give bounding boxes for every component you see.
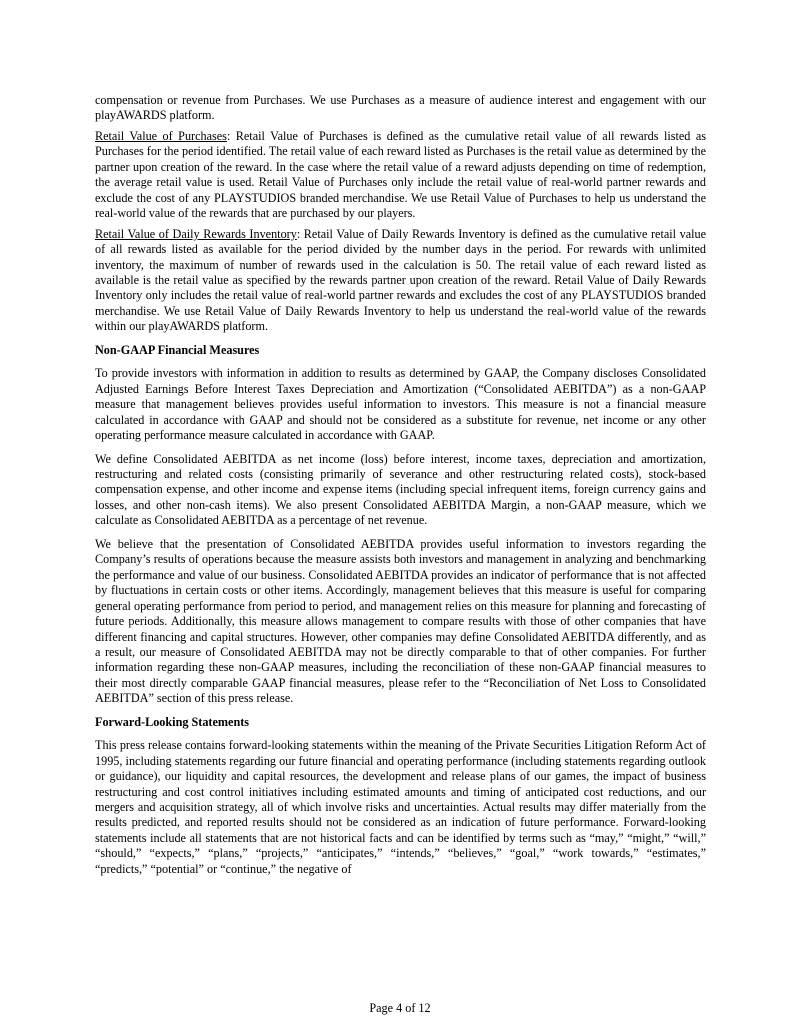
definition-retail-value-daily-rewards: : Retail Value of Daily Rewards Inventory is defined as the cumulative retail value of all rewards listed as available for the period divided by the number days in the period. For rewards with unlimited inventory, the maximum of number of rewards used in the calculation is 50. The retail value of each reward listed as available is the retail value as specified by the rewards partner upon creation of the reward. Retail Value of Daily Rewards Inventory only includes the retail value of real-world partner rewards and excludes the cost of any PLAYSTUDIOS branded merchandise. We use Retail Value of Daily Rewards Inventory to help us understand the real-world value of the rewards within our playAWARDS platform. <box>95 226 706 334</box>
paragraph-non-gaap-1: To provide investors with information in addition to results as determined by GAAP, the Company discloses Consolidated Adjusted Earnings Before Interest Taxes Depreciation and Amortization (“Consolidated AEBITDA”) as a non-GAAP measure that management believes provides useful information to investors. This measure is not a financial measure calculated in accordance with GAAP and should not be considered as a substitute for revenue, net income or any other operating performance measure calculated in accordance with GAAP. <box>95 366 706 443</box>
paragraph-non-gaap-2: We define Consolidated AEBITDA as net income (loss) before interest, income taxes, depreciation and amortization, restructuring and related costs (consisting primarily of severance and other restructuring related costs), stock-based compensation expense, and other income and expense items (including special infrequent items, foreign currency gains and losses, and other non-cash items). We also present Consolidated AEBITDA Margin, a non-GAAP measure, which we calculate as Consolidated AEBITDA as a percentage of net revenue. <box>95 451 706 528</box>
paragraph-retail-value-of-purchases <box>95 129 706 222</box>
heading-non-gaap-financial-measures: Non-GAAP Financial Measures <box>95 342 260 357</box>
heading-forward-looking-statements: Forward-Looking Statements <box>95 714 250 729</box>
term-retail-value-of-purchases: Retail Value of Purchases <box>95 128 227 143</box>
paragraph-retail-value-daily-rewards <box>95 227 706 335</box>
definition-retail-value-of-purchases: : Retail Value of Purchases is defined as the cumulative retail value of all rewards listed as Purchases for the period identified. The retail value of each reward listed as Purchases is the retail value as determined by the partner upon creation of the reward. In the case where the retail value of a reward adjusts depending on time of redemption, the average retail value is used. Retail Value of Purchases only include the retail value of real-world partner rewards and exclude the cost of any PLAYSTUDIOS branded merchandise. We use Retail Value of Purchases to help us understand the real-world value of the rewards that are purchased by our players. <box>95 128 706 221</box>
term-retail-value-daily-rewards: Retail Value of Daily Rewards Inventory <box>95 226 297 241</box>
page-number: Page 4 of 12 <box>369 1001 431 1015</box>
paragraph-non-gaap-3: We believe that the presentation of Consolidated AEBITDA provides useful information to investors regarding the Company’s results of operations because the measure assists both investors and management in analyzing and benchmarking the performance and value of our business. Consolidated AEBITDA provides an indicator of performance that is not affected by fluctuations in certain costs or other items. Accordingly, management believes that this measure is useful for comparing general operating performance from period to period, and management relies on this measure for planning and forecasting of future periods. Additionally, this measure allows management to compare results with those of other companies that have different financing and capital structures. However, other companies may define Consolidated AEBITDA differently, and as a result, our measure of Consolidated AEBITDA may not be directly comparable to that of other companies. For further information regarding these non-GAAP measures, including the reconciliation of these non-GAAP financial measures to their most directly comparable GAAP financial measures, please refer to the “Reconciliation of Net Loss to Consolidated AEBITDA” section of this press release. <box>95 536 706 706</box>
document-body <box>95 93 706 882</box>
paragraph-purchases-intro: compensation or revenue from Purchases. We use Purchases as a measure of audience interest and engagement with our playAWARDS platform. <box>95 93 706 123</box>
paragraph-forward-looking: This press release contains forward-looking statements within the meaning of the Private Securities Litigation Reform Act of 1995, including statements regarding our future financial and operating performance (including statements regarding outlook or guidance), our liquidity and capital resources, the development and release plans of our games, the impact of business restructuring and cost control initiatives including estimated amounts and timing of anticipated cost reductions, and our mergers and acquisition strategy, all of which involve risks and uncertainties. Actual results may differ materially from the results predicted, and reported results should not be considered as an indication of future performance. Forward-looking statements include all statements that are not historical facts and can be identified by terms such as “may,” “might,” “will,” “should,” “expects,” “plans,” “projects,” “anticipates,” “intends,” “believes,” “goal,” “work towards,” “estimates,” “predicts,” “potential” or “continue,” the negative of <box>95 738 706 876</box>
